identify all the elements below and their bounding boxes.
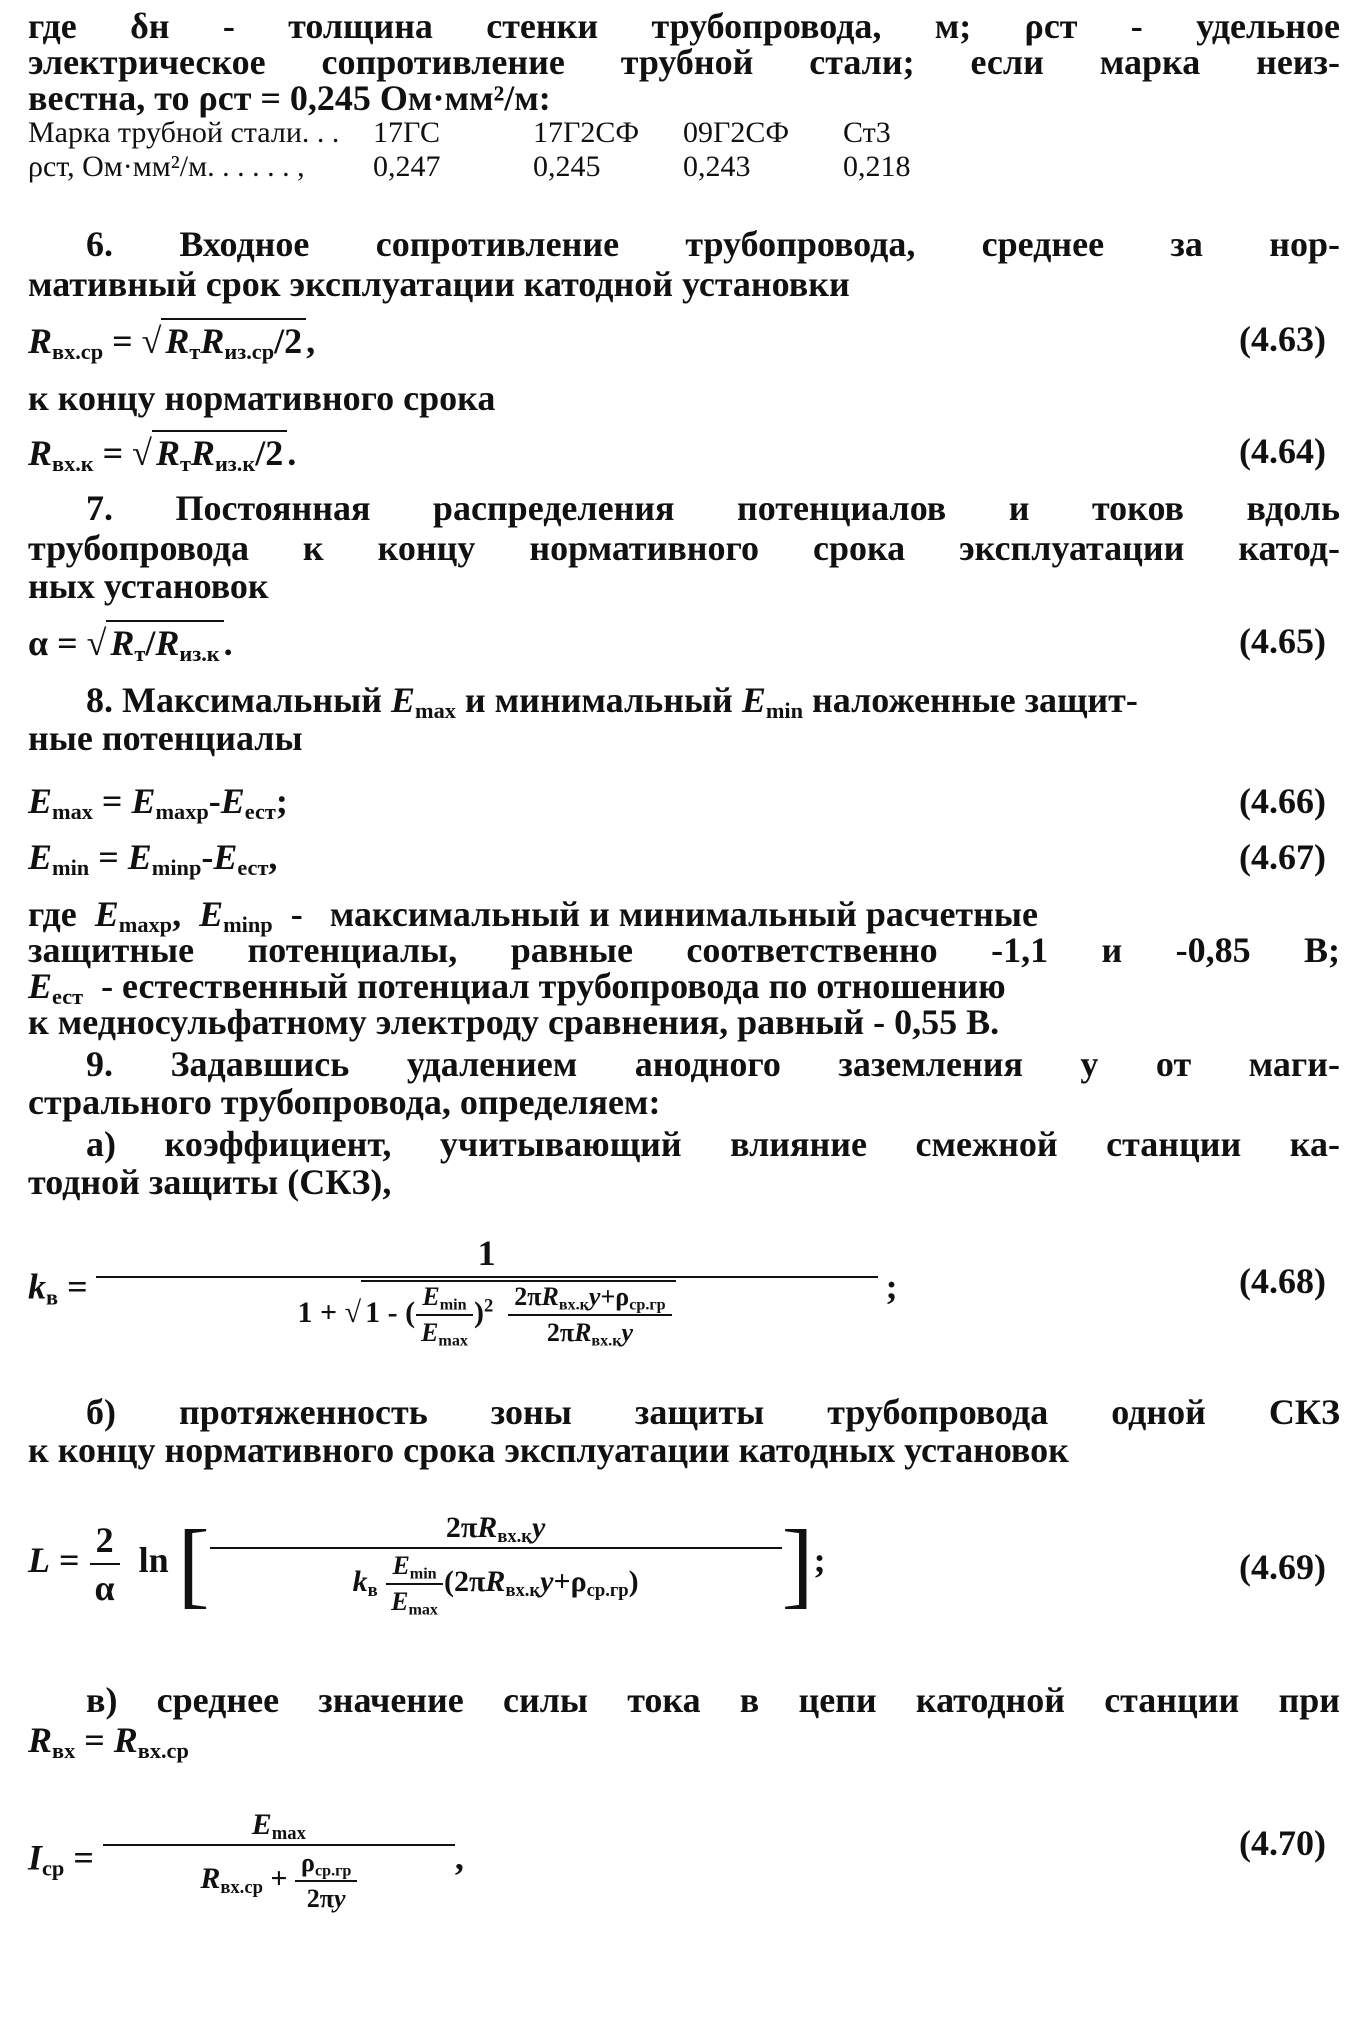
p6-mid-text: к концу нормативного срока [28, 378, 496, 418]
p8-text: 8. Максимальный [86, 680, 382, 720]
p8-text: - [290, 894, 303, 934]
p6-line-2: мативный срок эксплуатации катодной установки [28, 264, 850, 304]
p8-text: где [28, 894, 77, 934]
table-cell-grade: Ст3 [843, 116, 891, 149]
p6-line-1: 6. Входное сопротивление трубопровода, среднее за нор- [86, 224, 1340, 264]
p9-c-line-1: в) среднее значение силы тока в цепи катодной станции при [86, 1680, 1340, 1720]
table-cell-grade: 09Г2СФ [683, 116, 790, 149]
p9-a-line-1: а) коэффициент, учитывающий влияние смежной станции ка- [86, 1124, 1340, 1164]
p8-where-line-3: $E_{ест}$ - естественный потенциал трубопровода по отношению [28, 966, 1006, 1010]
intro-line-3: вестна, то ρст = 0,245 Ом·мм²/м: [28, 78, 551, 118]
table-cell-value: 0,243 [683, 150, 751, 183]
p7-line-3: ных установок [28, 566, 269, 606]
equation-4-66: $E_{max} = E_{maxр}-E_{ест}$; [28, 781, 288, 825]
equation-4-63: $R_{вх.ср}$ = √ $R_тR_{из.ср}/2$ , [28, 318, 315, 362]
equation-number: (4.67) [1239, 837, 1326, 877]
p8-line-2: ные потенциалы [28, 718, 303, 758]
p9-a-line-2: тодной защиты (СКЗ), [28, 1162, 392, 1202]
p8-line-1: 8. Максимальный $E_{max}$ и минимальный $E_{min}$ наложенные защит- [86, 680, 1138, 724]
table-row-label-grade: Марка трубной стали. . . [28, 116, 340, 149]
p8-where-line-1: где $E_{maxр}$, $E_{minр}$ - максимальный и минимальный расчетные [28, 894, 1038, 938]
p8-text: максимальный и минимальный расчетные [329, 894, 1038, 934]
p7-line-2: трубопровода к концу нормативного срока эксплуатации катод- [28, 528, 1340, 568]
equation-4-68: $k_в$ = 1 1 + √ 1 - ( $\frac{E_{min}}{E_{max}}$ )$^2$ $\frac{2\pi R_{вх.к}y+\rho_{ср.гр}}{2\pi R_{вх.к}y}$ ; [28, 1233, 898, 1350]
table-cell-value: 0,218 [843, 150, 911, 183]
p8-where-line-2: защитные потенциалы, равные соответственно -1,1 и -0,85 В; [28, 930, 1340, 970]
p9-b-line-2: к концу нормативного срока эксплуатации катодных установок [28, 1430, 1069, 1470]
intro-line-1: где δн - толщина стенки трубопровода, м; ρст - удельное [28, 6, 1340, 46]
table-cell-value: 0,247 [373, 150, 441, 183]
equation-number: (4.66) [1239, 781, 1326, 821]
equation-number: (4.63) [1239, 319, 1326, 359]
equation-number: (4.65) [1239, 621, 1326, 661]
p9-line-1: 9. Задавшись удалением анодного заземления y от маги- [86, 1044, 1340, 1084]
equation-4-69: L = $\frac{2}{\alpha}$ ln [ $2\pi R_{вх.к}y$ $k_в$ $\frac{E_{min}}{E_{max}}$ $(2\pi R_{вх.к}y+\rho_{ср.гр})$ ]; [28, 1510, 826, 1618]
intro-line-2: электрическое сопротивление трубной стали; если марка неиз- [28, 42, 1340, 82]
table-cell-grade: 17ГС [373, 116, 440, 149]
equation-4-65: α = √ $R_т/R_{из.к}$ . [28, 620, 233, 664]
p9-line-2: стрального трубопровода, определяем: [28, 1082, 661, 1122]
equation-number: (4.68) [1239, 1261, 1326, 1301]
equation-number: (4.70) [1239, 1823, 1326, 1863]
p7-line-1: 7. Постоянная распределения потенциалов и токов вдоль [86, 488, 1340, 528]
p8-text: - естественный потенциал трубопровода по отношению [101, 966, 1006, 1006]
table-cell-value: 0,245 [533, 150, 601, 183]
equation-number: (4.64) [1239, 431, 1326, 471]
p8-where-line-4: к медносульфатному электроду сравнения, равный - 0,55 В. [28, 1002, 1000, 1042]
table-row-label-rho: ρст, Ом·мм²/м. . . . . . , [28, 150, 305, 183]
p9-b-line-1: б) протяженность зоны защиты трубопровода одной СКЗ [86, 1392, 1340, 1432]
p8-text: наложенные защит- [812, 680, 1138, 720]
equation-number: (4.69) [1239, 1547, 1326, 1587]
p9-c-line-2: $R_{вх} = R_{вх.ср}$ [28, 1720, 189, 1764]
equation-4-67: $E_{min} = E_{minр}-E_{ест}$, [28, 837, 278, 881]
document-page [28, 0, 1340, 2042]
table-cell-grade: 17Г2СФ [533, 116, 640, 149]
equation-4-70: $I_{ср}$ = $E_{max}$ $R_{вх.ср}$ + $\frac{\rho_{ср.гр}}{2\pi y}$ , [28, 1808, 464, 1913]
p8-text: и минимальный [464, 680, 733, 720]
equation-4-64: $R_{вх.к}$ = √ $R_тR_{из.к}/2$ . [28, 430, 296, 474]
